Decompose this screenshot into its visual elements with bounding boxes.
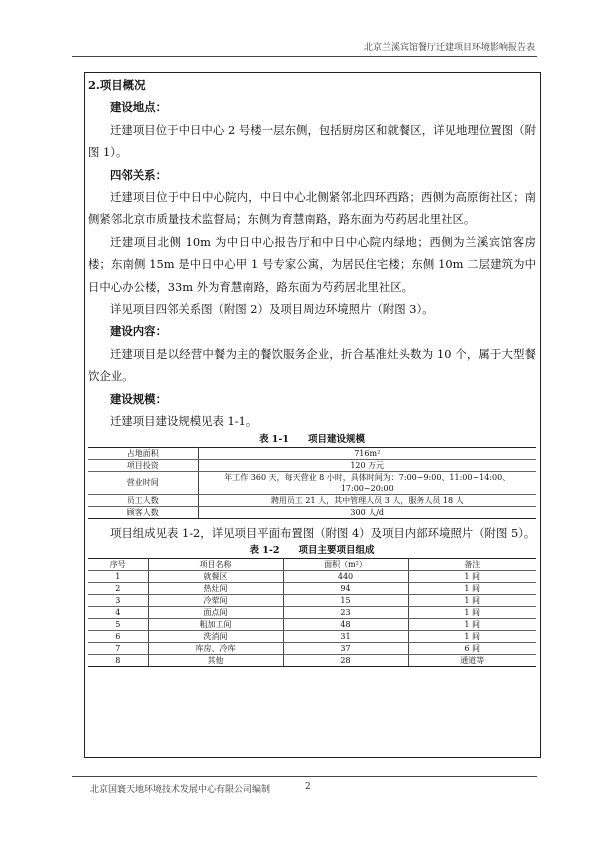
table-row xyxy=(88,642,536,654)
table-row xyxy=(88,630,536,642)
table-cell: 1 间 xyxy=(408,594,536,606)
location-heading: 建设地点： xyxy=(110,100,167,115)
content-heading: 建设内容： xyxy=(110,324,167,339)
table2 xyxy=(88,558,536,667)
section-title: 2.项目概况 xyxy=(88,78,146,92)
table-cell: 其他 xyxy=(148,654,283,666)
table-cell: 23 xyxy=(283,606,408,618)
scale-heading: 建设规模： xyxy=(110,391,167,406)
table-cell: 440 xyxy=(283,570,408,582)
table-cell: 6 间 xyxy=(408,642,536,654)
table-row xyxy=(88,570,536,582)
table-cell: 120 万元 xyxy=(198,459,536,471)
table-cell: 7 xyxy=(88,642,148,654)
table2-caption: 表 1-2 项目主要项目组成 xyxy=(249,544,375,556)
table-header-cell: 序号 xyxy=(88,558,148,570)
table-cell: 8 xyxy=(88,654,148,666)
table-row xyxy=(88,654,536,666)
table-cell: 聘用员工 21 人，其中管理人员 3 人，服务人员 18 人 xyxy=(198,494,536,506)
table-header-cell: 项目名称 xyxy=(148,558,283,570)
table1 xyxy=(88,447,536,519)
table-row xyxy=(88,606,536,618)
surroundings-para-3: 详见项目四邻关系图（附图 2）及项目周边环境照片（附图 3）。 xyxy=(110,302,434,317)
table-cell: 1 间 xyxy=(408,570,536,582)
table-cell: 1 间 xyxy=(408,618,536,630)
table-cell: 31 xyxy=(283,630,408,642)
table-cell: 2 xyxy=(88,582,148,594)
table-cell: 项目投资 xyxy=(88,459,198,471)
table-cell: 通道等 xyxy=(408,654,536,666)
footer-org: 北京国寰天地环境技术发展中心有限公司编制 xyxy=(90,785,271,795)
surroundings-heading: 四邻关系： xyxy=(110,167,167,182)
composition-text: 项目组成见表 1-2，详见项目平面布置图（附图 4）及项目内部环境照片（附图 5）。 xyxy=(110,525,536,540)
table-cell: 4 xyxy=(88,606,148,618)
table-cell: 716m² xyxy=(198,447,536,459)
table-cell: 6 xyxy=(88,630,148,642)
table-header-cell: 面积（m²） xyxy=(283,558,408,570)
table-cell: 年工作 360 天，每天营业 8 小时，具体时间为：7:00~9:00、11:00~14:00、17:00~20:00 xyxy=(198,471,536,494)
table-cell: 15 xyxy=(283,594,408,606)
table-row xyxy=(88,447,536,459)
table-row xyxy=(88,459,536,471)
table-cell: 就餐区 xyxy=(148,570,283,582)
table-cell: 员工人数 xyxy=(88,494,198,506)
table-cell: 热灶间 xyxy=(148,582,283,594)
table-row xyxy=(88,582,536,594)
footer-rule xyxy=(72,776,537,777)
table-cell: 94 xyxy=(283,582,408,594)
table1-caption: 表 1-1 项目建设规模 xyxy=(259,433,365,445)
table-row xyxy=(88,594,536,606)
table-cell: 1 间 xyxy=(408,630,536,642)
table-row xyxy=(88,471,536,494)
table-row xyxy=(88,618,536,630)
table-cell: 1 间 xyxy=(408,606,536,618)
table-cell: 库房、冷库 xyxy=(148,642,283,654)
table-cell: 顾客人数 xyxy=(88,506,198,518)
content-text: 迁建项目是以经营中餐为主的餐饮服务企业，折合基准灶头数为 10 个，属于大型餐饮企业。 xyxy=(88,346,536,384)
surroundings-para-2: 迁建项目北侧 10m 为中日中心报告厅和中日中心院内绿地；西侧为兰溪宾馆客房楼；东南侧 15m 是中日中心甲 1 号专家公寓，为居民住宅楼；东侧 10m 二层建筑为中日中心办公楼，33m 外为育慧南路，路东面为芍药居北里社区。 xyxy=(88,234,536,294)
table-cell: 5 xyxy=(88,618,148,630)
document-body xyxy=(88,74,536,667)
page-header: 北京兰溪宾馆餐厅迁建项目环境影响报告表 xyxy=(363,43,535,53)
table-cell: 营业时间 xyxy=(88,471,198,494)
table-cell: 占地面积 xyxy=(88,447,198,459)
table-row xyxy=(88,506,536,518)
table-row xyxy=(88,494,536,506)
table-cell: 37 xyxy=(283,642,408,654)
table-cell: 1 间 xyxy=(408,582,536,594)
location-text: 迁建项目位于中日中心 2 号楼一层东侧，包括厨房区和就餐区，详见地理位置图（附图 1）。 xyxy=(88,122,536,160)
table-cell: 48 xyxy=(283,618,408,630)
scale-text: 迁建项目建设规模见表 1-1。 xyxy=(110,414,258,429)
header-rule xyxy=(72,56,537,57)
table-cell: 洗消间 xyxy=(148,630,283,642)
table-header-row xyxy=(88,558,536,570)
table-header-cell: 备注 xyxy=(408,558,536,570)
table-cell: 300 人/d xyxy=(198,506,536,518)
table-cell: 3 xyxy=(88,594,148,606)
surroundings-para-1: 迁建项目位于中日中心院内，中日中心北侧紧邻北四环西路；西侧为高原街社区；南侧紧邻北京市质量技术监督局；东侧为育慧南路，路东面为芍药居北里社区。 xyxy=(88,190,536,227)
table-cell: 1 xyxy=(88,570,148,582)
table-cell: 冷荤间 xyxy=(148,594,283,606)
table-cell: 28 xyxy=(283,654,408,666)
page-number: 2 xyxy=(305,782,311,792)
table-cell: 粗加工间 xyxy=(148,618,283,630)
table-cell: 面点间 xyxy=(148,606,283,618)
